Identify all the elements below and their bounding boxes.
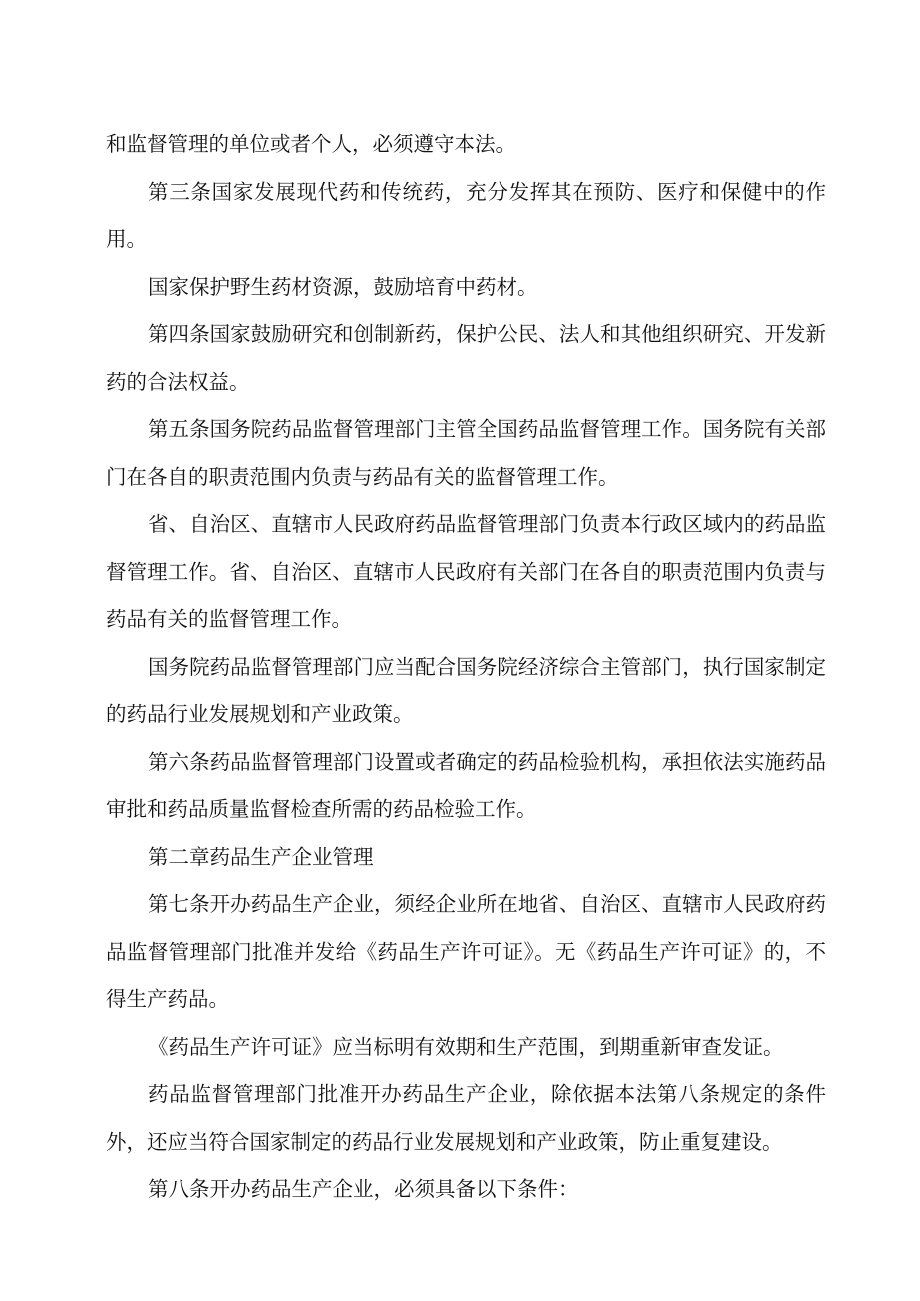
paragraph-article-6: 第六条药品监督管理部门设置或者确定的药品检验机构，承担依法实施药品审批和药品质量监督检查所需的药品检验工作。: [106, 749, 826, 821]
chapter-heading: 第二章药品生产企业管理: [148, 844, 374, 869]
document-body: [106, 121, 826, 1214]
paragraph-approval-conditions: 药品监督管理部门批准开办药品生产企业，除依据本法第八条规定的条件外，还应当符合国家制定的药品行业发展规划和产业政策，防止重复建设。: [106, 1082, 826, 1154]
paragraph-industry-policy: 国务院药品监督管理部门应当配合国务院经济综合主管部门，执行国家制定的药品行业发展规划和产业政策。: [106, 654, 826, 726]
paragraph-article-7: 第七条开办药品生产企业，须经企业所在地省、自治区、直辖市人民政府药品监督管理部门批准并发给《药品生产许可证》。无《药品生产许可证》的，不得生产药品。: [106, 892, 826, 1011]
paragraph-wild-herbs: 国家保护野生药材资源，鼓励培育中药材。: [148, 274, 538, 299]
paragraph-license-validity: 《药品生产许可证》应当标明有效期和生产范围，到期重新审查发证。: [148, 1034, 784, 1059]
paragraph-article-8: 第八条开办药品生产企业，必须具备以下条件：: [148, 1177, 579, 1201]
paragraph-article-3: 第三条国家发展现代药和传统药，充分发挥其在预防、医疗和保健中的作用。: [106, 179, 826, 251]
paragraph-article-5: 第五条国务院药品监督管理部门主管全国药品监督管理工作。国务院有关部门在各自的职责范围内负责与药品有关的监督管理工作。: [106, 417, 826, 489]
paragraph-provincial-supervision: 省、自治区、直辖市人民政府药品监督管理部门负责本行政区域内的药品监督管理工作。省、自治区、直辖市人民政府有关部门在各自的职责范围内负责与药品有关的监督管理工作。: [106, 512, 826, 631]
paragraph-article-4: 第四条国家鼓励研究和创制新药，保护公民、法人和其他组织研究、开发新药的合法权益。: [106, 322, 826, 394]
paragraph-continuation: 和监督管理的单位或者个人，必须遵守本法。: [106, 132, 516, 156]
